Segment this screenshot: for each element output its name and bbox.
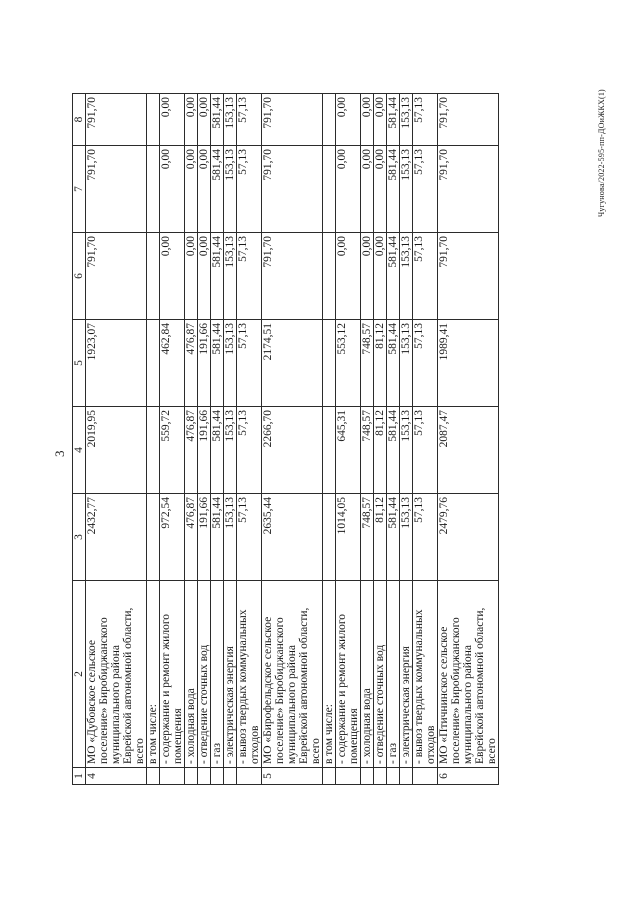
service-value: 476,87 bbox=[185, 407, 198, 494]
column-number-cell: 4 bbox=[73, 407, 86, 494]
service-value: 81,12 bbox=[374, 320, 387, 407]
service-label bbox=[361, 581, 374, 768]
row-index: 6 bbox=[438, 768, 499, 785]
service-value: 581,44 bbox=[211, 94, 224, 146]
total-value: 1923,07 bbox=[86, 320, 147, 407]
service-value: 57,13 bbox=[237, 146, 262, 233]
service-value: 0,00 bbox=[374, 233, 387, 320]
text-line: МО «Дубовское сельское bbox=[86, 640, 98, 764]
empty-cell bbox=[336, 768, 361, 785]
table-row bbox=[336, 94, 361, 785]
empty-cell bbox=[198, 768, 211, 785]
service-value: 0,00 bbox=[336, 94, 361, 146]
total-value: 791,70 bbox=[86, 94, 147, 146]
table-row bbox=[413, 94, 438, 785]
service-value: 57,13 bbox=[237, 407, 262, 494]
service-value: 191,66 bbox=[198, 407, 211, 494]
service-value: 581,44 bbox=[387, 494, 400, 581]
service-value: 476,87 bbox=[185, 320, 198, 407]
empty-cell bbox=[147, 233, 160, 320]
service-value: 153,13 bbox=[400, 320, 413, 407]
service-value: 57,13 bbox=[413, 94, 438, 146]
total-value: 791,70 bbox=[438, 146, 499, 233]
total-value: 791,70 bbox=[438, 233, 499, 320]
service-value: 153,13 bbox=[400, 494, 413, 581]
empty-cell bbox=[323, 233, 336, 320]
empty-cell bbox=[323, 768, 336, 785]
text-line: Еврейской автономной области, bbox=[298, 607, 310, 764]
table-row bbox=[374, 94, 387, 785]
empty-cell bbox=[147, 407, 160, 494]
empty-cell bbox=[147, 320, 160, 407]
text-line: поселение» Биробиджанского bbox=[98, 617, 110, 764]
column-number-cell: 6 bbox=[73, 233, 86, 320]
service-value: 0,00 bbox=[361, 233, 374, 320]
service-value: 476,87 bbox=[185, 494, 198, 581]
document-footer: Чугунова/2022-595-пп-ДОиЖКХ(1) bbox=[597, 89, 606, 217]
total-value: 2635,44 bbox=[262, 494, 323, 581]
service-value: 581,44 bbox=[211, 146, 224, 233]
text-line: - содержание и ремонт жилого bbox=[336, 613, 348, 764]
table-row bbox=[185, 94, 198, 785]
service-label bbox=[237, 581, 262, 768]
total-value: 791,70 bbox=[262, 146, 323, 233]
text-line: отходов bbox=[425, 725, 437, 764]
service-value: 0,00 bbox=[374, 146, 387, 233]
total-value: 2087,47 bbox=[438, 407, 499, 494]
text-line: - отведение сточных вод bbox=[374, 644, 386, 764]
service-value: 153,13 bbox=[224, 146, 237, 233]
service-value: 748,57 bbox=[361, 407, 374, 494]
service-value: 153,13 bbox=[224, 494, 237, 581]
empty-cell bbox=[211, 768, 224, 785]
table-row bbox=[211, 94, 224, 785]
empty-cell bbox=[147, 768, 160, 785]
text-line: - содержание и ремонт жилого bbox=[160, 613, 172, 764]
service-value: 0,00 bbox=[160, 233, 185, 320]
service-value: 581,44 bbox=[211, 407, 224, 494]
service-value: 0,00 bbox=[198, 233, 211, 320]
service-value: 748,57 bbox=[361, 494, 374, 581]
table-row bbox=[323, 94, 336, 785]
total-value: 2479,76 bbox=[438, 494, 499, 581]
text-line: - холодная вода bbox=[185, 688, 197, 764]
service-value: 581,44 bbox=[211, 320, 224, 407]
service-value: 191,66 bbox=[198, 494, 211, 581]
service-value: 0,00 bbox=[198, 94, 211, 146]
service-value: 57,13 bbox=[237, 94, 262, 146]
column-number-cell: 5 bbox=[73, 320, 86, 407]
empty-cell bbox=[374, 768, 387, 785]
empty-cell bbox=[237, 768, 262, 785]
service-label bbox=[160, 581, 185, 768]
total-value: 1989,41 bbox=[438, 320, 499, 407]
service-value: 153,13 bbox=[224, 94, 237, 146]
service-value: 57,13 bbox=[237, 233, 262, 320]
empty-cell bbox=[323, 94, 336, 146]
row-index: 4 bbox=[86, 768, 147, 785]
service-value: 191,66 bbox=[198, 320, 211, 407]
text-line: МО «Бирофельдское сельское bbox=[262, 616, 274, 764]
service-value: 462,84 bbox=[160, 320, 185, 407]
table-row bbox=[147, 94, 160, 785]
service-value: 57,13 bbox=[413, 320, 438, 407]
text-line: помещения bbox=[348, 708, 360, 764]
text-line: помещения bbox=[172, 708, 184, 764]
text-line: муниципального района bbox=[110, 645, 122, 764]
including-label: в том числе: bbox=[147, 581, 160, 768]
table-row bbox=[224, 94, 237, 785]
table-row bbox=[160, 94, 185, 785]
text-line: всего bbox=[486, 738, 498, 764]
service-value: 57,13 bbox=[413, 146, 438, 233]
empty-cell bbox=[224, 768, 237, 785]
text-line: муниципального района bbox=[462, 645, 474, 764]
empty-cell bbox=[160, 768, 185, 785]
text-line: - вывоз твердых коммунальных bbox=[413, 609, 425, 764]
municipality-name bbox=[262, 581, 323, 768]
table-row bbox=[262, 94, 323, 785]
service-value: 153,13 bbox=[400, 94, 413, 146]
empty-cell bbox=[147, 146, 160, 233]
service-value: 972,54 bbox=[160, 494, 185, 581]
text-line: - холодная вода bbox=[361, 688, 373, 764]
service-value: 0,00 bbox=[198, 146, 211, 233]
column-number-cell: 8 bbox=[73, 94, 86, 146]
total-value: 791,70 bbox=[262, 233, 323, 320]
including-label: в том числе: bbox=[323, 581, 336, 768]
service-value: 748,57 bbox=[361, 320, 374, 407]
text-line: всего bbox=[310, 738, 322, 764]
text-line: МО «Птичнинское сельское bbox=[438, 626, 450, 764]
table-row bbox=[361, 94, 374, 785]
service-value: 57,13 bbox=[237, 494, 262, 581]
service-value: 153,13 bbox=[400, 407, 413, 494]
empty-cell bbox=[147, 494, 160, 581]
service-value: 0,00 bbox=[185, 233, 198, 320]
empty-cell bbox=[361, 768, 374, 785]
total-value: 2019,95 bbox=[86, 407, 147, 494]
table-row bbox=[387, 94, 400, 785]
service-value: 581,44 bbox=[387, 94, 400, 146]
service-value: 153,13 bbox=[224, 233, 237, 320]
empty-cell bbox=[147, 94, 160, 146]
service-value: 581,44 bbox=[211, 494, 224, 581]
text-line: - газ bbox=[211, 742, 223, 764]
service-value: 581,44 bbox=[387, 233, 400, 320]
text-line: Еврейской автономной области, bbox=[122, 607, 134, 764]
service-value: 559,72 bbox=[160, 407, 185, 494]
table-row bbox=[438, 94, 499, 785]
service-label bbox=[336, 581, 361, 768]
service-label bbox=[185, 581, 198, 768]
service-label bbox=[400, 581, 413, 768]
column-number-cell: 3 bbox=[73, 494, 86, 581]
service-value: 57,13 bbox=[413, 494, 438, 581]
municipality-name bbox=[438, 581, 499, 768]
service-value: 0,00 bbox=[336, 146, 361, 233]
total-value: 2432,77 bbox=[86, 494, 147, 581]
empty-cell bbox=[323, 407, 336, 494]
table-row bbox=[86, 94, 147, 785]
service-value: 153,13 bbox=[224, 320, 237, 407]
row-index: 5 bbox=[262, 768, 323, 785]
service-value: 0,00 bbox=[374, 94, 387, 146]
service-value: 57,13 bbox=[237, 320, 262, 407]
service-value: 0,00 bbox=[361, 146, 374, 233]
service-value: 57,13 bbox=[413, 407, 438, 494]
service-value: 0,00 bbox=[185, 94, 198, 146]
table-row bbox=[400, 94, 413, 785]
text-line: поселение» Биробиджанского bbox=[274, 617, 286, 764]
total-value: 791,70 bbox=[262, 94, 323, 146]
text-line: всего bbox=[134, 738, 146, 764]
tariff-table bbox=[72, 93, 499, 785]
page-number: 3 bbox=[52, 450, 67, 457]
table-row bbox=[198, 94, 211, 785]
service-label bbox=[211, 581, 224, 768]
empty-cell bbox=[413, 768, 438, 785]
empty-cell bbox=[387, 768, 400, 785]
service-label bbox=[374, 581, 387, 768]
total-value: 791,70 bbox=[438, 94, 499, 146]
service-value: 57,13 bbox=[413, 233, 438, 320]
service-value: 81,12 bbox=[374, 407, 387, 494]
text-line: отходов bbox=[249, 725, 261, 764]
text-line: муниципального района bbox=[286, 645, 298, 764]
service-value: 645,31 bbox=[336, 407, 361, 494]
total-value: 791,70 bbox=[86, 146, 147, 233]
service-value: 153,13 bbox=[400, 146, 413, 233]
service-label bbox=[413, 581, 438, 768]
service-value: 1014,05 bbox=[336, 494, 361, 581]
municipality-name bbox=[86, 581, 147, 768]
header-row bbox=[73, 94, 86, 785]
service-value: 0,00 bbox=[160, 146, 185, 233]
service-value: 0,00 bbox=[160, 94, 185, 146]
text-line: - отведение сточных вод bbox=[198, 644, 210, 764]
service-value: 581,44 bbox=[387, 320, 400, 407]
service-value: 153,13 bbox=[224, 407, 237, 494]
text-line: поселение» Биробиджанского bbox=[450, 617, 462, 764]
service-value: 0,00 bbox=[336, 233, 361, 320]
text-line: - газ bbox=[387, 742, 399, 764]
total-value: 2266,70 bbox=[262, 407, 323, 494]
empty-cell bbox=[185, 768, 198, 785]
service-value: 581,44 bbox=[211, 233, 224, 320]
service-label bbox=[198, 581, 211, 768]
total-value: 791,70 bbox=[86, 233, 147, 320]
column-number-cell: 1 bbox=[73, 768, 86, 785]
service-label bbox=[224, 581, 237, 768]
empty-cell bbox=[323, 494, 336, 581]
total-value: 2174,51 bbox=[262, 320, 323, 407]
text-line: - электрическая энергия bbox=[224, 646, 236, 764]
empty-cell bbox=[323, 146, 336, 233]
service-value: 553,12 bbox=[336, 320, 361, 407]
empty-cell bbox=[400, 768, 413, 785]
column-number-cell: 7 bbox=[73, 146, 86, 233]
service-value: 81,12 bbox=[374, 494, 387, 581]
service-value: 581,44 bbox=[387, 146, 400, 233]
text-line: Еврейской автономной области, bbox=[474, 607, 486, 764]
table-row bbox=[237, 94, 262, 785]
service-label bbox=[387, 581, 400, 768]
service-value: 581,44 bbox=[387, 407, 400, 494]
service-value: 153,13 bbox=[400, 233, 413, 320]
empty-cell bbox=[323, 320, 336, 407]
text-line: - вывоз твердых коммунальных bbox=[237, 609, 249, 764]
service-value: 0,00 bbox=[361, 94, 374, 146]
service-value: 0,00 bbox=[185, 146, 198, 233]
text-line: - электрическая энергия bbox=[400, 646, 412, 764]
column-number-cell: 2 bbox=[73, 581, 86, 768]
table-body bbox=[73, 94, 499, 785]
